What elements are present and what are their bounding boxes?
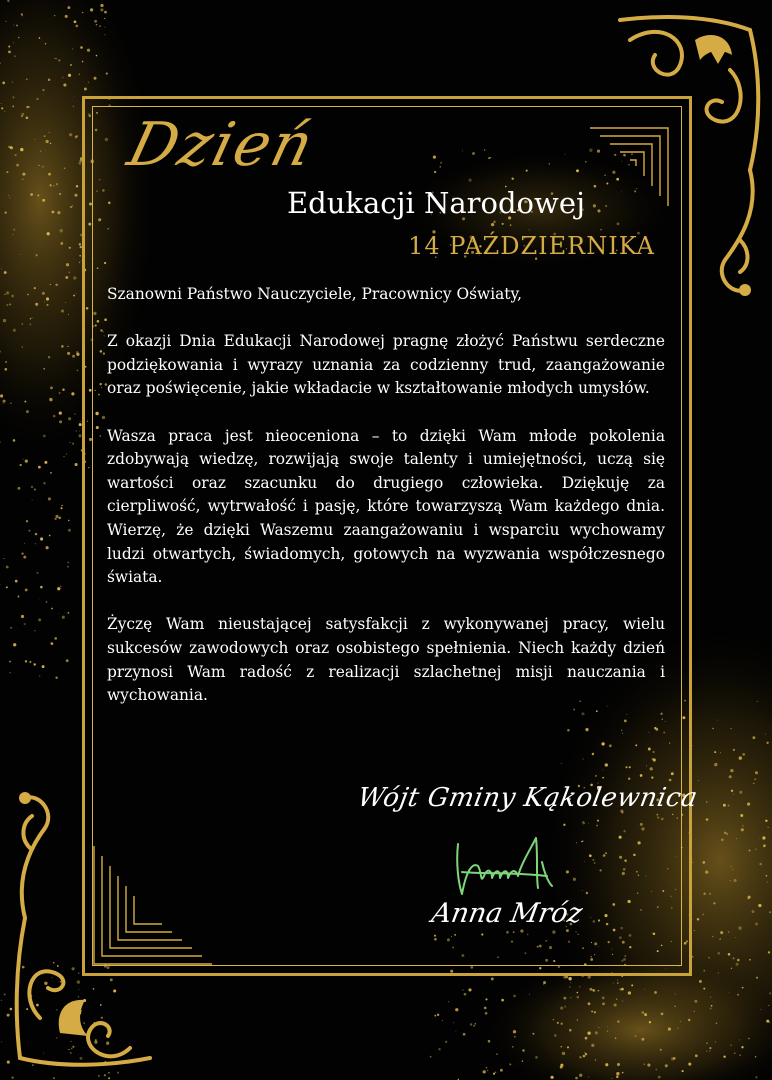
letter-paragraph: Życzę Wam nieustającej satysfakcji z wykonywanej pracy, wielu sukcesów zawodowych oraz osobistego spełnienia. Niech każdy dzień przynosi Wam radość z realizacji szlachetnej misji nauczania i wychowania. xyxy=(107,615,665,705)
letter-paragraph: Wasza praca jest nieoceniona – to dzięki Wam młode pokolenia zdobywają wiedzę, rozwijają swoje talenty i umiejętności, uczą się wartości oraz szacunku do drugiego człowieka. Dziękuję za cierpliwość, wytrwałość i pasję, które towarzyszą Wam każdego dnia. Wierzę, że dzięki Waszemu zaangażowaniu i wsparciu wychowamy ludzi otwartych, świadomych, gotowych na wyzwania współczesnego świata. xyxy=(107,426,665,587)
letter-paragraph: Z okazji Dnia Edukacji Narodowej pragnę złożyć Państwu serdeczne podziękowania i wyrazy uznania za codzienny trud, zaangażowanie oraz poświęcenie, jakie wkładacie w kształtowanie młodych umysłów. xyxy=(107,332,665,398)
letter-body xyxy=(107,283,665,731)
line-fan-top-right-icon xyxy=(590,126,670,206)
handwritten-signature-icon xyxy=(452,832,562,902)
line-fan-bottom-left-icon xyxy=(92,846,212,966)
page-title: Edukacji Narodowej xyxy=(287,186,585,220)
signatory-title: Wójt Gminy Kąkolewnica xyxy=(355,783,700,813)
heading-script-word: Dzień xyxy=(121,110,322,180)
letter-greeting: Szanowni Państwo Nauczyciele, Pracownicy Oświaty, xyxy=(107,285,523,303)
signatory-name: Anna Mróz xyxy=(429,898,585,929)
date-heading: 14 PAŹDZIERNIKA xyxy=(408,232,655,260)
